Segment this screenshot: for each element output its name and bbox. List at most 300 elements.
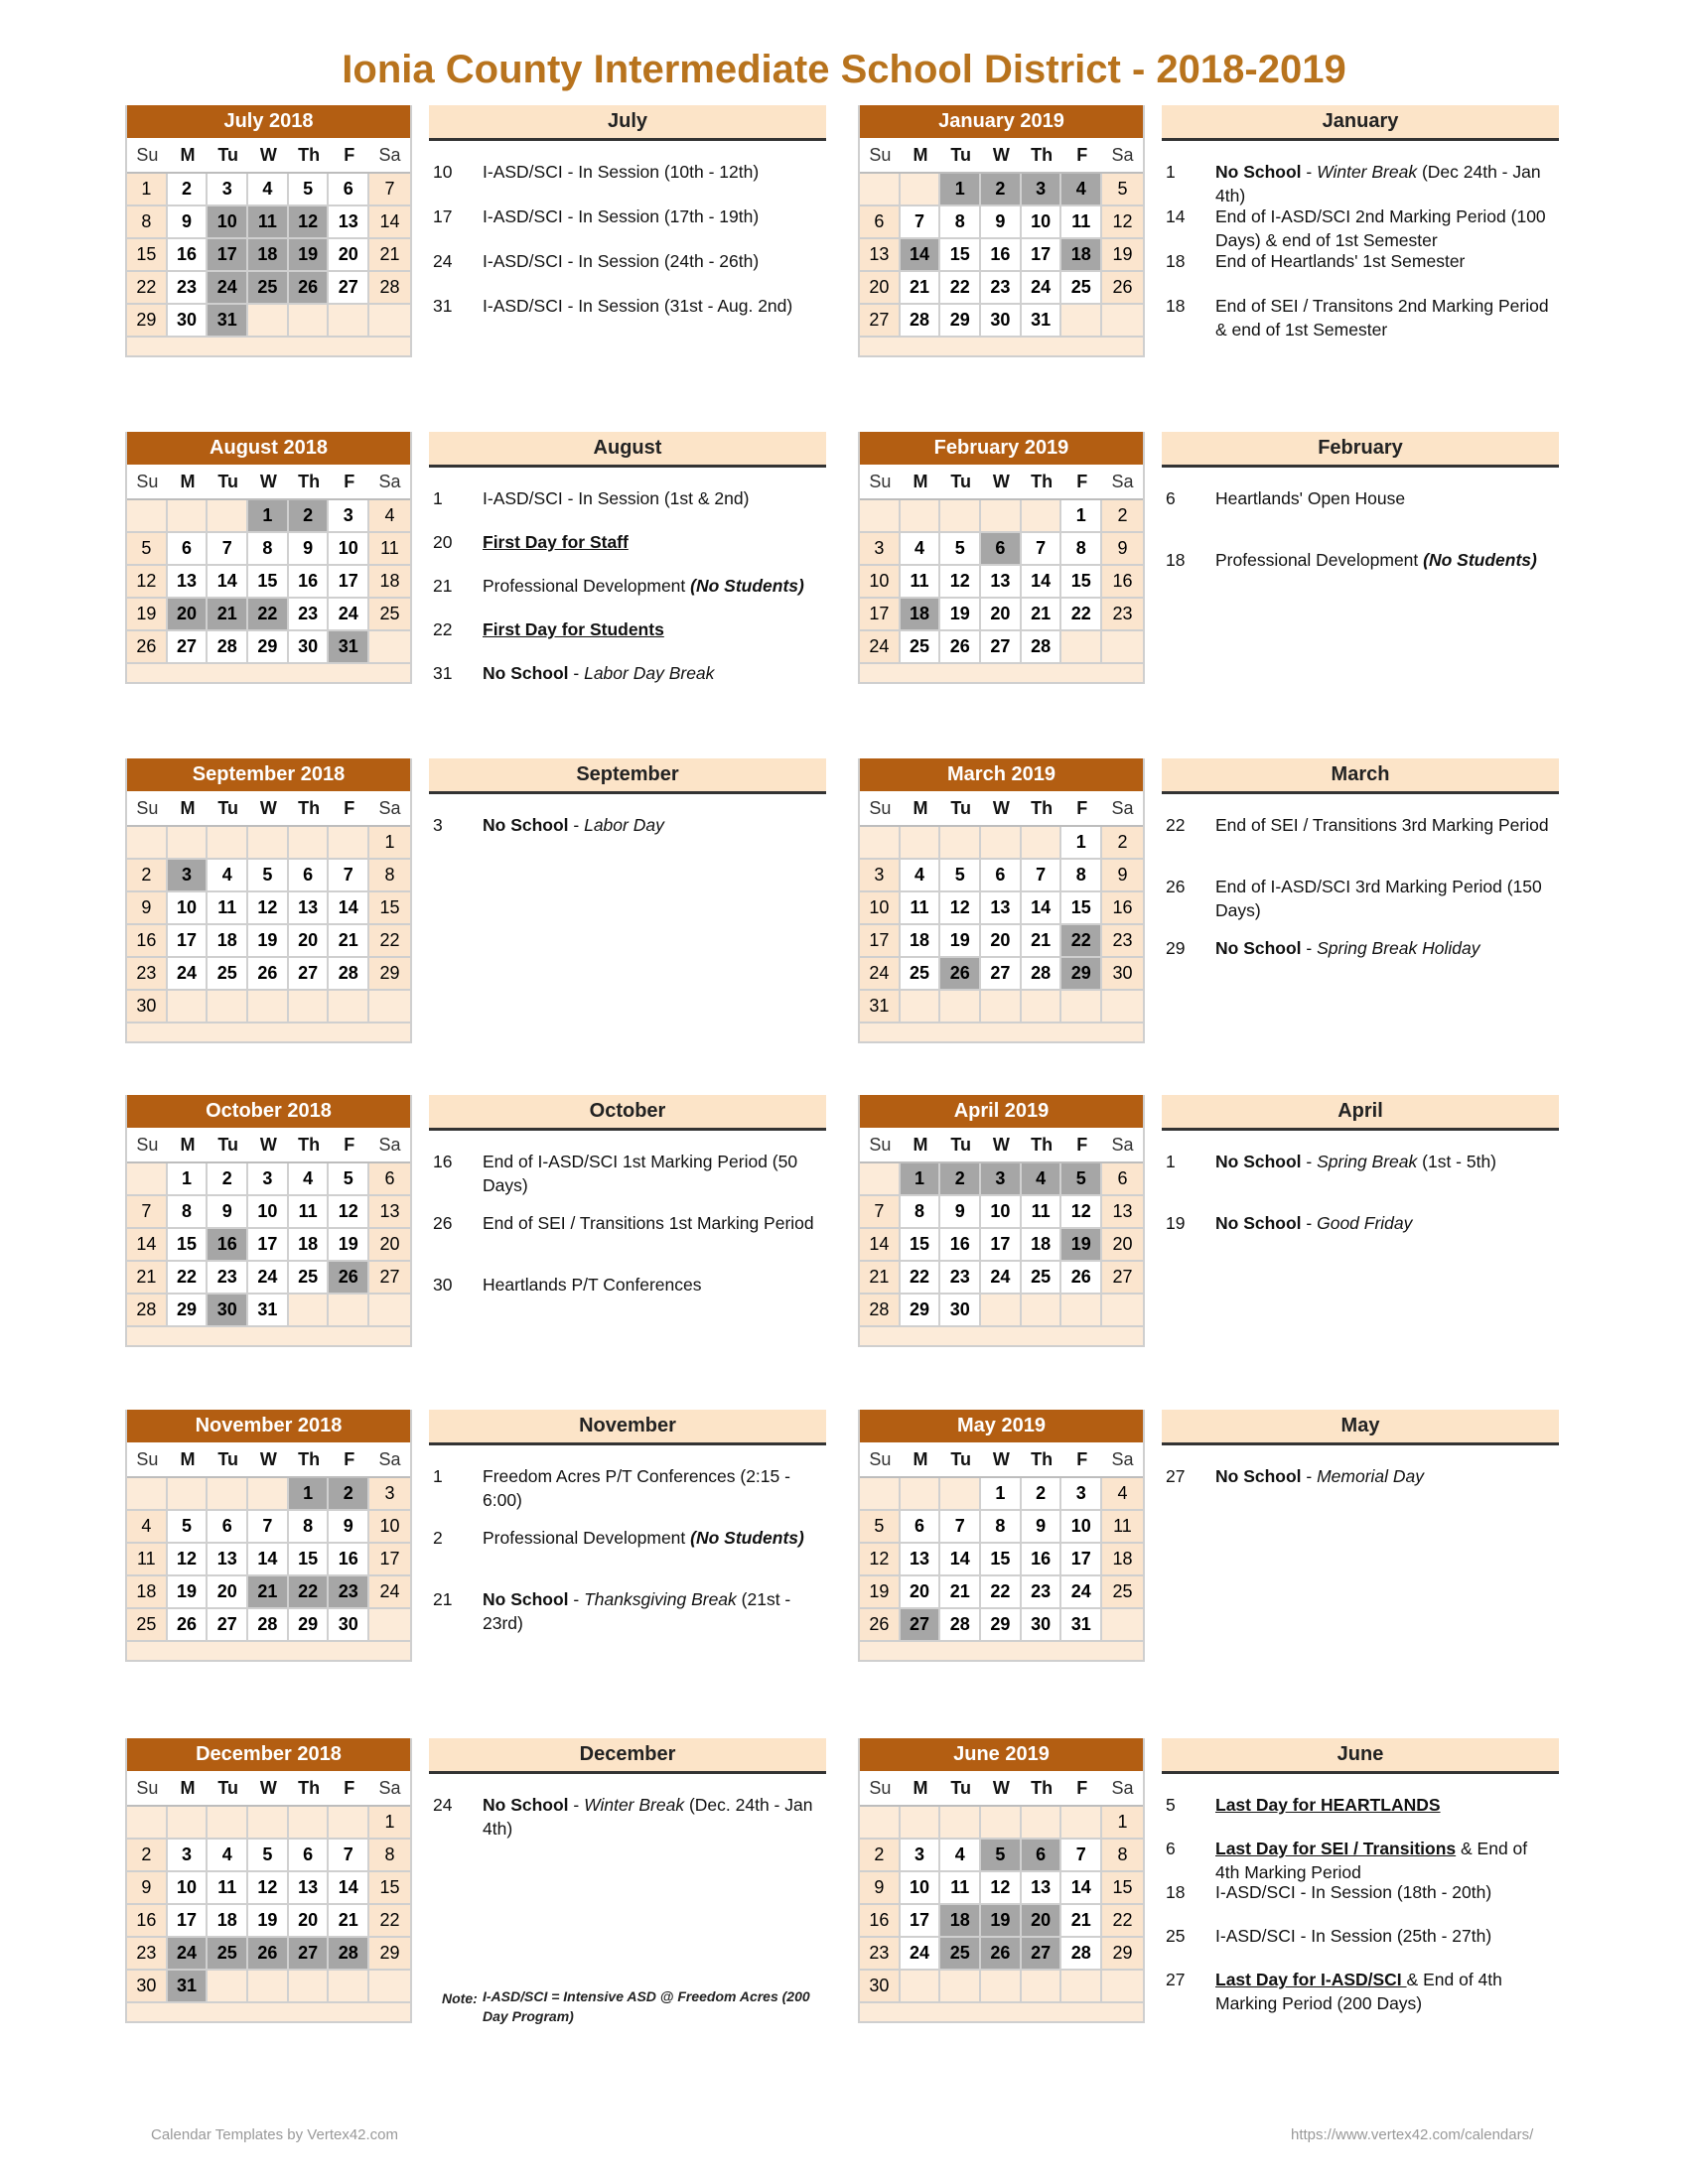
- day-cell[interactable]: 4: [1022, 1163, 1062, 1194]
- day-cell[interactable]: 18: [901, 925, 941, 956]
- day-cell[interactable]: 1: [940, 174, 981, 205]
- day-cell[interactable]: 26: [981, 1938, 1022, 1969]
- day-cell[interactable]: 3: [901, 1840, 941, 1870]
- day-cell[interactable]: 12: [981, 1872, 1022, 1903]
- day-cell[interactable]: 7: [940, 1511, 981, 1542]
- day-cell[interactable]: 20: [1102, 1229, 1143, 1260]
- day-cell[interactable]: 29: [369, 1938, 410, 1969]
- day-cell[interactable]: 19: [1061, 1229, 1102, 1260]
- day-cell[interactable]: 25: [1022, 1262, 1062, 1293]
- day-cell[interactable]: 23: [127, 1938, 168, 1969]
- day-cell[interactable]: 6: [369, 1163, 410, 1194]
- day-cell[interactable]: 2: [329, 1478, 369, 1509]
- day-cell[interactable]: 2: [127, 860, 168, 890]
- day-cell[interactable]: 18: [248, 239, 289, 270]
- day-cell[interactable]: 23: [289, 599, 330, 629]
- day-cell[interactable]: 30: [1022, 1609, 1062, 1640]
- day-cell[interactable]: 2: [127, 1840, 168, 1870]
- day-cell[interactable]: 3: [208, 174, 248, 205]
- day-cell[interactable]: 24: [901, 1938, 941, 1969]
- day-cell[interactable]: 10: [168, 1872, 209, 1903]
- day-cell[interactable]: 10: [329, 533, 369, 564]
- day-cell[interactable]: 17: [860, 925, 901, 956]
- day-cell[interactable]: 7: [329, 860, 369, 890]
- day-cell[interactable]: 22: [940, 272, 981, 303]
- day-cell[interactable]: 1: [127, 174, 168, 205]
- day-cell[interactable]: 22: [168, 1262, 209, 1293]
- day-cell[interactable]: 12: [168, 1544, 209, 1574]
- day-cell[interactable]: 1: [901, 1163, 941, 1194]
- day-cell[interactable]: 30: [981, 305, 1022, 336]
- day-cell[interactable]: 16: [940, 1229, 981, 1260]
- day-cell[interactable]: 20: [901, 1576, 941, 1607]
- day-cell[interactable]: 23: [329, 1576, 369, 1607]
- day-cell[interactable]: 10: [369, 1511, 410, 1542]
- day-cell[interactable]: 12: [940, 892, 981, 923]
- day-cell[interactable]: 18: [127, 1576, 168, 1607]
- day-cell[interactable]: 26: [289, 272, 330, 303]
- day-cell[interactable]: 25: [208, 958, 248, 989]
- day-cell[interactable]: 8: [127, 206, 168, 237]
- day-cell[interactable]: 1: [1061, 500, 1102, 531]
- day-cell[interactable]: 13: [329, 206, 369, 237]
- day-cell[interactable]: 21: [208, 599, 248, 629]
- day-cell[interactable]: 19: [981, 1905, 1022, 1936]
- day-cell[interactable]: 25: [127, 1609, 168, 1640]
- day-cell[interactable]: 10: [981, 1196, 1022, 1227]
- day-cell[interactable]: 18: [1061, 239, 1102, 270]
- day-cell[interactable]: 14: [1022, 566, 1062, 597]
- day-cell[interactable]: 3: [329, 500, 369, 531]
- day-cell[interactable]: 22: [981, 1576, 1022, 1607]
- day-cell[interactable]: 16: [1102, 892, 1143, 923]
- day-cell[interactable]: 23: [127, 958, 168, 989]
- day-cell[interactable]: 28: [248, 1609, 289, 1640]
- day-cell[interactable]: 16: [1102, 566, 1143, 597]
- day-cell[interactable]: 25: [940, 1938, 981, 1969]
- day-cell[interactable]: 6: [981, 860, 1022, 890]
- day-cell[interactable]: 3: [248, 1163, 289, 1194]
- day-cell[interactable]: 2: [981, 174, 1022, 205]
- day-cell[interactable]: 10: [860, 566, 901, 597]
- day-cell[interactable]: 2: [168, 174, 209, 205]
- day-cell[interactable]: 22: [248, 599, 289, 629]
- day-cell[interactable]: 8: [369, 1840, 410, 1870]
- day-cell[interactable]: 23: [860, 1938, 901, 1969]
- day-cell[interactable]: 15: [1061, 892, 1102, 923]
- day-cell[interactable]: 6: [168, 533, 209, 564]
- day-cell[interactable]: 31: [1022, 305, 1062, 336]
- day-cell[interactable]: 12: [1102, 206, 1143, 237]
- day-cell[interactable]: 29: [1061, 958, 1102, 989]
- day-cell[interactable]: 10: [1022, 206, 1062, 237]
- day-cell[interactable]: 24: [1061, 1576, 1102, 1607]
- day-cell[interactable]: 22: [369, 925, 410, 956]
- day-cell[interactable]: 8: [369, 860, 410, 890]
- day-cell[interactable]: 17: [329, 566, 369, 597]
- day-cell[interactable]: 28: [127, 1295, 168, 1325]
- day-cell[interactable]: 5: [289, 174, 330, 205]
- day-cell[interactable]: 7: [1061, 1840, 1102, 1870]
- day-cell[interactable]: 8: [1061, 860, 1102, 890]
- day-cell[interactable]: 25: [901, 631, 941, 662]
- day-cell[interactable]: 27: [289, 1938, 330, 1969]
- day-cell[interactable]: 14: [1061, 1872, 1102, 1903]
- day-cell[interactable]: 11: [248, 206, 289, 237]
- day-cell[interactable]: 15: [127, 239, 168, 270]
- day-cell[interactable]: 17: [168, 925, 209, 956]
- day-cell[interactable]: 30: [127, 1971, 168, 2001]
- day-cell[interactable]: 27: [168, 631, 209, 662]
- day-cell[interactable]: 2: [208, 1163, 248, 1194]
- day-cell[interactable]: 18: [208, 1905, 248, 1936]
- day-cell[interactable]: 26: [248, 1938, 289, 1969]
- day-cell[interactable]: 24: [168, 1938, 209, 1969]
- day-cell[interactable]: 13: [1022, 1872, 1062, 1903]
- day-cell[interactable]: 12: [1061, 1196, 1102, 1227]
- day-cell[interactable]: 30: [940, 1295, 981, 1325]
- day-cell[interactable]: 26: [168, 1609, 209, 1640]
- day-cell[interactable]: 14: [248, 1544, 289, 1574]
- day-cell[interactable]: 28: [860, 1295, 901, 1325]
- day-cell[interactable]: 29: [369, 958, 410, 989]
- day-cell[interactable]: 17: [248, 1229, 289, 1260]
- day-cell[interactable]: 3: [1061, 1478, 1102, 1509]
- day-cell[interactable]: 16: [127, 925, 168, 956]
- day-cell[interactable]: 26: [127, 631, 168, 662]
- day-cell[interactable]: 3: [1022, 174, 1062, 205]
- day-cell[interactable]: 27: [289, 958, 330, 989]
- day-cell[interactable]: 5: [1102, 174, 1143, 205]
- day-cell[interactable]: 4: [369, 500, 410, 531]
- day-cell[interactable]: 13: [168, 566, 209, 597]
- day-cell[interactable]: 9: [1102, 860, 1143, 890]
- day-cell[interactable]: 22: [289, 1576, 330, 1607]
- day-cell[interactable]: 5: [248, 1840, 289, 1870]
- day-cell[interactable]: 17: [1061, 1544, 1102, 1574]
- day-cell[interactable]: 20: [289, 925, 330, 956]
- day-cell[interactable]: 12: [248, 892, 289, 923]
- day-cell[interactable]: 3: [860, 860, 901, 890]
- day-cell[interactable]: 20: [369, 1229, 410, 1260]
- day-cell[interactable]: 7: [1022, 533, 1062, 564]
- day-cell[interactable]: 23: [981, 272, 1022, 303]
- day-cell[interactable]: 24: [860, 958, 901, 989]
- day-cell[interactable]: 11: [208, 1872, 248, 1903]
- day-cell[interactable]: 27: [208, 1609, 248, 1640]
- day-cell[interactable]: 5: [168, 1511, 209, 1542]
- day-cell[interactable]: 27: [1102, 1262, 1143, 1293]
- day-cell[interactable]: 15: [940, 239, 981, 270]
- day-cell[interactable]: 29: [981, 1609, 1022, 1640]
- day-cell[interactable]: 18: [940, 1905, 981, 1936]
- day-cell[interactable]: 23: [1102, 925, 1143, 956]
- day-cell[interactable]: 13: [981, 566, 1022, 597]
- day-cell[interactable]: 12: [127, 566, 168, 597]
- day-cell[interactable]: 4: [901, 860, 941, 890]
- day-cell[interactable]: 15: [369, 1872, 410, 1903]
- day-cell[interactable]: 22: [369, 1905, 410, 1936]
- day-cell[interactable]: 7: [369, 174, 410, 205]
- day-cell[interactable]: 25: [901, 958, 941, 989]
- day-cell[interactable]: 25: [369, 599, 410, 629]
- day-cell[interactable]: 18: [289, 1229, 330, 1260]
- day-cell[interactable]: 23: [168, 272, 209, 303]
- day-cell[interactable]: 20: [981, 925, 1022, 956]
- day-cell[interactable]: 1: [168, 1163, 209, 1194]
- day-cell[interactable]: 19: [329, 1229, 369, 1260]
- day-cell[interactable]: 9: [940, 1196, 981, 1227]
- day-cell[interactable]: 3: [168, 1840, 209, 1870]
- day-cell[interactable]: 6: [329, 174, 369, 205]
- day-cell[interactable]: 6: [208, 1511, 248, 1542]
- day-cell[interactable]: 13: [860, 239, 901, 270]
- day-cell[interactable]: 25: [289, 1262, 330, 1293]
- day-cell[interactable]: 14: [901, 239, 941, 270]
- day-cell[interactable]: 21: [369, 239, 410, 270]
- day-cell[interactable]: 11: [901, 892, 941, 923]
- day-cell[interactable]: 17: [369, 1544, 410, 1574]
- day-cell[interactable]: 31: [248, 1295, 289, 1325]
- day-cell[interactable]: 1: [981, 1478, 1022, 1509]
- day-cell[interactable]: 6: [860, 206, 901, 237]
- day-cell[interactable]: 10: [901, 1872, 941, 1903]
- day-cell[interactable]: 4: [901, 533, 941, 564]
- day-cell[interactable]: 9: [168, 206, 209, 237]
- day-cell[interactable]: 10: [168, 892, 209, 923]
- day-cell[interactable]: 5: [981, 1840, 1022, 1870]
- day-cell[interactable]: 14: [127, 1229, 168, 1260]
- day-cell[interactable]: 11: [369, 533, 410, 564]
- day-cell[interactable]: 27: [981, 958, 1022, 989]
- day-cell[interactable]: 18: [1022, 1229, 1062, 1260]
- day-cell[interactable]: 30: [1102, 958, 1143, 989]
- day-cell[interactable]: 17: [901, 1905, 941, 1936]
- day-cell[interactable]: 8: [1102, 1840, 1143, 1870]
- day-cell[interactable]: 17: [981, 1229, 1022, 1260]
- day-cell[interactable]: 29: [289, 1609, 330, 1640]
- day-cell[interactable]: 8: [981, 1511, 1022, 1542]
- day-cell[interactable]: 13: [369, 1196, 410, 1227]
- day-cell[interactable]: 14: [329, 892, 369, 923]
- day-cell[interactable]: 29: [168, 1295, 209, 1325]
- day-cell[interactable]: 12: [860, 1544, 901, 1574]
- day-cell[interactable]: 12: [940, 566, 981, 597]
- day-cell[interactable]: 18: [901, 599, 941, 629]
- day-cell[interactable]: 16: [1022, 1544, 1062, 1574]
- day-cell[interactable]: 21: [127, 1262, 168, 1293]
- day-cell[interactable]: 20: [168, 599, 209, 629]
- day-cell[interactable]: 13: [1102, 1196, 1143, 1227]
- day-cell[interactable]: 6: [289, 860, 330, 890]
- day-cell[interactable]: 11: [1102, 1511, 1143, 1542]
- day-cell[interactable]: 14: [369, 206, 410, 237]
- day-cell[interactable]: 21: [940, 1576, 981, 1607]
- day-cell[interactable]: 2: [1102, 500, 1143, 531]
- day-cell[interactable]: 11: [901, 566, 941, 597]
- day-cell[interactable]: 2: [1102, 827, 1143, 858]
- day-cell[interactable]: 25: [1102, 1576, 1143, 1607]
- day-cell[interactable]: 19: [127, 599, 168, 629]
- day-cell[interactable]: 14: [940, 1544, 981, 1574]
- day-cell[interactable]: 28: [1061, 1938, 1102, 1969]
- day-cell[interactable]: 26: [248, 958, 289, 989]
- day-cell[interactable]: 11: [127, 1544, 168, 1574]
- day-cell[interactable]: 17: [208, 239, 248, 270]
- day-cell[interactable]: 7: [329, 1840, 369, 1870]
- day-cell[interactable]: 10: [208, 206, 248, 237]
- day-cell[interactable]: 8: [901, 1196, 941, 1227]
- day-cell[interactable]: 5: [940, 533, 981, 564]
- day-cell[interactable]: 11: [940, 1872, 981, 1903]
- day-cell[interactable]: 1: [369, 827, 410, 858]
- day-cell[interactable]: 14: [208, 566, 248, 597]
- day-cell[interactable]: 15: [1061, 566, 1102, 597]
- day-cell[interactable]: 16: [289, 566, 330, 597]
- day-cell[interactable]: 13: [289, 892, 330, 923]
- day-cell[interactable]: 20: [1022, 1905, 1062, 1936]
- day-cell[interactable]: 20: [329, 239, 369, 270]
- day-cell[interactable]: 19: [289, 239, 330, 270]
- day-cell[interactable]: 17: [1022, 239, 1062, 270]
- day-cell[interactable]: 15: [168, 1229, 209, 1260]
- day-cell[interactable]: 29: [901, 1295, 941, 1325]
- day-cell[interactable]: 19: [860, 1576, 901, 1607]
- day-cell[interactable]: 6: [1022, 1840, 1062, 1870]
- day-cell[interactable]: 17: [168, 1905, 209, 1936]
- day-cell[interactable]: 9: [329, 1511, 369, 1542]
- day-cell[interactable]: 23: [940, 1262, 981, 1293]
- day-cell[interactable]: 5: [940, 860, 981, 890]
- day-cell[interactable]: 10: [860, 892, 901, 923]
- day-cell[interactable]: 24: [981, 1262, 1022, 1293]
- day-cell[interactable]: 28: [369, 272, 410, 303]
- day-cell[interactable]: 24: [208, 272, 248, 303]
- day-cell[interactable]: 28: [901, 305, 941, 336]
- day-cell[interactable]: 9: [860, 1872, 901, 1903]
- day-cell[interactable]: 2: [860, 1840, 901, 1870]
- day-cell[interactable]: 21: [1022, 925, 1062, 956]
- day-cell[interactable]: 13: [208, 1544, 248, 1574]
- day-cell[interactable]: 5: [1061, 1163, 1102, 1194]
- day-cell[interactable]: 23: [1102, 599, 1143, 629]
- day-cell[interactable]: 14: [1022, 892, 1062, 923]
- day-cell[interactable]: 9: [289, 533, 330, 564]
- day-cell[interactable]: 8: [940, 206, 981, 237]
- day-cell[interactable]: 24: [369, 1576, 410, 1607]
- day-cell[interactable]: 1: [289, 1478, 330, 1509]
- day-cell[interactable]: 21: [248, 1576, 289, 1607]
- day-cell[interactable]: 16: [168, 239, 209, 270]
- day-cell[interactable]: 11: [289, 1196, 330, 1227]
- day-cell[interactable]: 16: [981, 239, 1022, 270]
- day-cell[interactable]: 15: [981, 1544, 1022, 1574]
- day-cell[interactable]: 5: [248, 860, 289, 890]
- day-cell[interactable]: 22: [901, 1262, 941, 1293]
- day-cell[interactable]: 19: [940, 925, 981, 956]
- day-cell[interactable]: 27: [369, 1262, 410, 1293]
- day-cell[interactable]: 9: [1102, 533, 1143, 564]
- day-cell[interactable]: 20: [208, 1576, 248, 1607]
- day-cell[interactable]: 23: [1022, 1576, 1062, 1607]
- day-cell[interactable]: 1: [369, 1807, 410, 1838]
- day-cell[interactable]: 4: [1061, 174, 1102, 205]
- day-cell[interactable]: 11: [208, 892, 248, 923]
- day-cell[interactable]: 5: [329, 1163, 369, 1194]
- day-cell[interactable]: 7: [208, 533, 248, 564]
- day-cell[interactable]: 4: [127, 1511, 168, 1542]
- day-cell[interactable]: 9: [127, 892, 168, 923]
- day-cell[interactable]: 18: [1102, 1544, 1143, 1574]
- day-cell[interactable]: 29: [248, 631, 289, 662]
- day-cell[interactable]: 30: [289, 631, 330, 662]
- day-cell[interactable]: 6: [901, 1511, 941, 1542]
- day-cell[interactable]: 31: [168, 1971, 209, 2001]
- day-cell[interactable]: 27: [329, 272, 369, 303]
- day-cell[interactable]: 21: [1022, 599, 1062, 629]
- day-cell[interactable]: 13: [289, 1872, 330, 1903]
- day-cell[interactable]: 11: [1022, 1196, 1062, 1227]
- day-cell[interactable]: 25: [208, 1938, 248, 1969]
- day-cell[interactable]: 18: [369, 566, 410, 597]
- day-cell[interactable]: 26: [940, 958, 981, 989]
- day-cell[interactable]: 6: [1102, 1163, 1143, 1194]
- day-cell[interactable]: 23: [208, 1262, 248, 1293]
- day-cell[interactable]: 7: [1022, 860, 1062, 890]
- day-cell[interactable]: 31: [860, 991, 901, 1022]
- day-cell[interactable]: 28: [1022, 631, 1062, 662]
- day-cell[interactable]: 12: [329, 1196, 369, 1227]
- day-cell[interactable]: 29: [1102, 1938, 1143, 1969]
- day-cell[interactable]: 7: [248, 1511, 289, 1542]
- day-cell[interactable]: 24: [860, 631, 901, 662]
- day-cell[interactable]: 28: [940, 1609, 981, 1640]
- day-cell[interactable]: 27: [860, 305, 901, 336]
- day-cell[interactable]: 16: [860, 1905, 901, 1936]
- day-cell[interactable]: 29: [127, 305, 168, 336]
- day-cell[interactable]: 9: [981, 206, 1022, 237]
- day-cell[interactable]: 8: [1061, 533, 1102, 564]
- day-cell[interactable]: 13: [901, 1544, 941, 1574]
- day-cell[interactable]: 27: [981, 631, 1022, 662]
- day-cell[interactable]: 3: [369, 1478, 410, 1509]
- day-cell[interactable]: 19: [248, 1905, 289, 1936]
- day-cell[interactable]: 25: [248, 272, 289, 303]
- day-cell[interactable]: 5: [127, 533, 168, 564]
- day-cell[interactable]: 3: [981, 1163, 1022, 1194]
- day-cell[interactable]: 31: [329, 631, 369, 662]
- day-cell[interactable]: 28: [208, 631, 248, 662]
- day-cell[interactable]: 11: [1061, 206, 1102, 237]
- day-cell[interactable]: 8: [289, 1511, 330, 1542]
- day-cell[interactable]: 20: [860, 272, 901, 303]
- day-cell[interactable]: 24: [329, 599, 369, 629]
- day-cell[interactable]: 10: [248, 1196, 289, 1227]
- day-cell[interactable]: 4: [289, 1163, 330, 1194]
- day-cell[interactable]: 2: [289, 500, 330, 531]
- day-cell[interactable]: 28: [329, 958, 369, 989]
- day-cell[interactable]: 19: [248, 925, 289, 956]
- day-cell[interactable]: 14: [329, 1872, 369, 1903]
- day-cell[interactable]: 19: [168, 1576, 209, 1607]
- day-cell[interactable]: 27: [901, 1609, 941, 1640]
- day-cell[interactable]: 30: [168, 305, 209, 336]
- day-cell[interactable]: 1: [1102, 1807, 1143, 1838]
- day-cell[interactable]: 20: [289, 1905, 330, 1936]
- day-cell[interactable]: 5: [860, 1511, 901, 1542]
- day-cell[interactable]: 7: [860, 1196, 901, 1227]
- day-cell[interactable]: 21: [329, 1905, 369, 1936]
